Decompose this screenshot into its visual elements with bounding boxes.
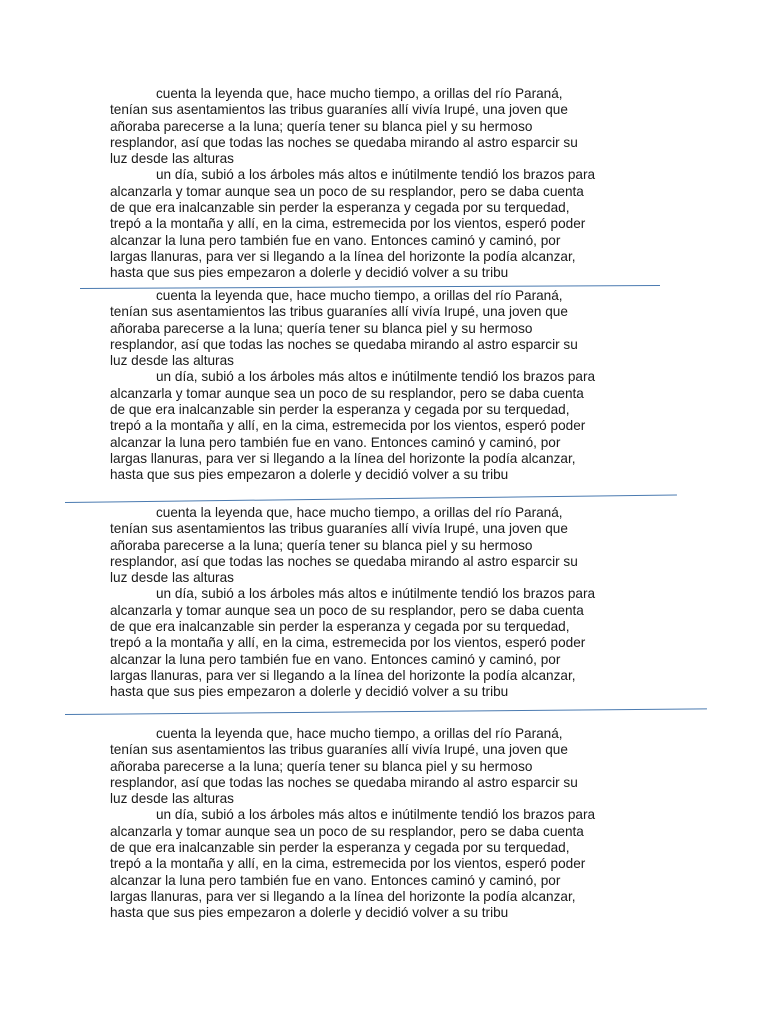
text-line: hasta que sus pies empezaron a dolerle y decidió volver a su tribu [110, 265, 509, 281]
text-line: de que era inalcanzable sin perder la esperanza y cegada por su terquedad, [110, 619, 570, 635]
text-line: cuenta la leyenda que, hace mucho tiempo, a orillas del río Paraná, [156, 505, 563, 520]
text-line: un día, subió a los árboles más altos e inútilmente tendió los brazos para [156, 167, 596, 183]
text-line: añoraba parecerse a la luna; quería tener su blanca piel y su hermoso [110, 320, 533, 336]
text-block-4 [110, 726, 670, 922]
text-line: añoraba parecerse a la luna; quería tener su blanca piel y su hermoso [110, 758, 533, 774]
text-line: trepó a la montaña y allí, en la cima, estremecida por los vientos, esperó poder [110, 856, 586, 872]
text-line: cuenta la leyenda que, hace mucho tiempo, a orillas del río Paraná, [156, 86, 563, 101]
text-line: de que era inalcanzable sin perder la esperanza y cegada por su terquedad, [110, 200, 570, 216]
text-line: hasta que sus pies empezaron a dolerle y decidió volver a su tribu [110, 905, 509, 921]
text-line: alcanzarla y tomar aunque sea un poco de su resplandor, pero se daba cuenta [110, 183, 584, 199]
text-line: de que era inalcanzable sin perder la esperanza y cegada por su terquedad, [110, 840, 570, 856]
text-line: largas llanuras, para ver si llegando a la línea del horizonte la podía alcanzar, [110, 450, 576, 466]
text-line: añoraba parecerse a la luna; quería tener su blanca piel y su hermoso [110, 537, 533, 553]
text-line: luz desde las alturas [110, 353, 234, 369]
text-line: tenían sus asentamientos las tribus guaraníes allí vivía Irupé, una joven que [110, 304, 568, 320]
text-line: trepó a la montaña y allí, en la cima, estremecida por los vientos, esperó poder [110, 418, 586, 434]
text-line: hasta que sus pies empezaron a dolerle y decidió volver a su tribu [110, 467, 509, 483]
paragraph-legend-intro [110, 288, 670, 369]
text-line: largas llanuras, para ver si llegando a la línea del horizonte la podía alcanzar, [110, 667, 576, 683]
paragraph-legend-intro [110, 505, 670, 586]
divider-line-2 [65, 495, 677, 503]
paragraph-legend-journey [110, 369, 670, 483]
text-line: hasta que sus pies empezaron a dolerle y decidió volver a su tribu [110, 684, 509, 700]
text-line: cuenta la leyenda que, hace mucho tiempo, a orillas del río Paraná, [156, 288, 563, 303]
text-block-1 [110, 86, 670, 282]
text-line: tenían sus asentamientos las tribus guaraníes allí vivía Irupé, una joven que [110, 742, 568, 758]
text-line: de que era inalcanzable sin perder la esperanza y cegada por su terquedad, [110, 402, 570, 418]
text-line: resplandor, así que todas las noches se quedaba mirando al astro esparcir su [110, 553, 578, 569]
paragraph-legend-journey [110, 807, 670, 921]
paragraph-legend-journey [110, 586, 670, 700]
text-block-3 [110, 505, 670, 701]
text-line: resplandor, así que todas las noches se quedaba mirando al astro esparcir su [110, 134, 578, 150]
text-line: alcanzar la luna pero también fue en vano. Entonces caminó y caminó, por [110, 872, 561, 888]
text-line: un día, subió a los árboles más altos e inútilmente tendió los brazos para [156, 586, 596, 602]
text-line: trepó a la montaña y allí, en la cima, estremecida por los vientos, esperó poder [110, 216, 586, 232]
text-line: un día, subió a los árboles más altos e inútilmente tendió los brazos para [156, 807, 596, 823]
text-line: tenían sus asentamientos las tribus guaraníes allí vivía Irupé, una joven que [110, 521, 568, 537]
paragraph-legend-intro [110, 726, 670, 807]
text-line: alcanzarla y tomar aunque sea un poco de su resplandor, pero se daba cuenta [110, 823, 584, 839]
text-line: largas llanuras, para ver si llegando a la línea del horizonte la podía alcanzar, [110, 248, 576, 264]
paragraph-legend-intro [110, 86, 670, 167]
paragraph-legend-journey [110, 167, 670, 281]
text-block-2 [110, 288, 670, 484]
text-line: trepó a la montaña y allí, en la cima, estremecida por los vientos, esperó poder [110, 635, 586, 651]
text-line: añoraba parecerse a la luna; quería tener su blanca piel y su hermoso [110, 118, 533, 134]
text-line: luz desde las alturas [110, 151, 234, 167]
divider-line-3 [65, 708, 707, 715]
text-line: alcanzar la luna pero también fue en vano. Entonces caminó y caminó, por [110, 651, 561, 667]
text-line: resplandor, así que todas las noches se quedaba mirando al astro esparcir su [110, 336, 578, 352]
text-line: tenían sus asentamientos las tribus guaraníes allí vivía Irupé, una joven que [110, 102, 568, 118]
text-line: alcanzar la luna pero también fue en vano. Entonces caminó y caminó, por [110, 232, 561, 248]
text-line: un día, subió a los árboles más altos e inútilmente tendió los brazos para [156, 369, 596, 385]
text-line: luz desde las alturas [110, 791, 234, 807]
text-line: largas llanuras, para ver si llegando a la línea del horizonte la podía alcanzar, [110, 888, 576, 904]
text-line: resplandor, así que todas las noches se quedaba mirando al astro esparcir su [110, 774, 578, 790]
text-line: alcanzarla y tomar aunque sea un poco de su resplandor, pero se daba cuenta [110, 602, 584, 618]
text-line: cuenta la leyenda que, hace mucho tiempo, a orillas del río Paraná, [156, 726, 563, 741]
text-line: alcanzarla y tomar aunque sea un poco de su resplandor, pero se daba cuenta [110, 385, 584, 401]
text-line: alcanzar la luna pero también fue en vano. Entonces caminó y caminó, por [110, 434, 561, 450]
text-line: luz desde las alturas [110, 570, 234, 586]
